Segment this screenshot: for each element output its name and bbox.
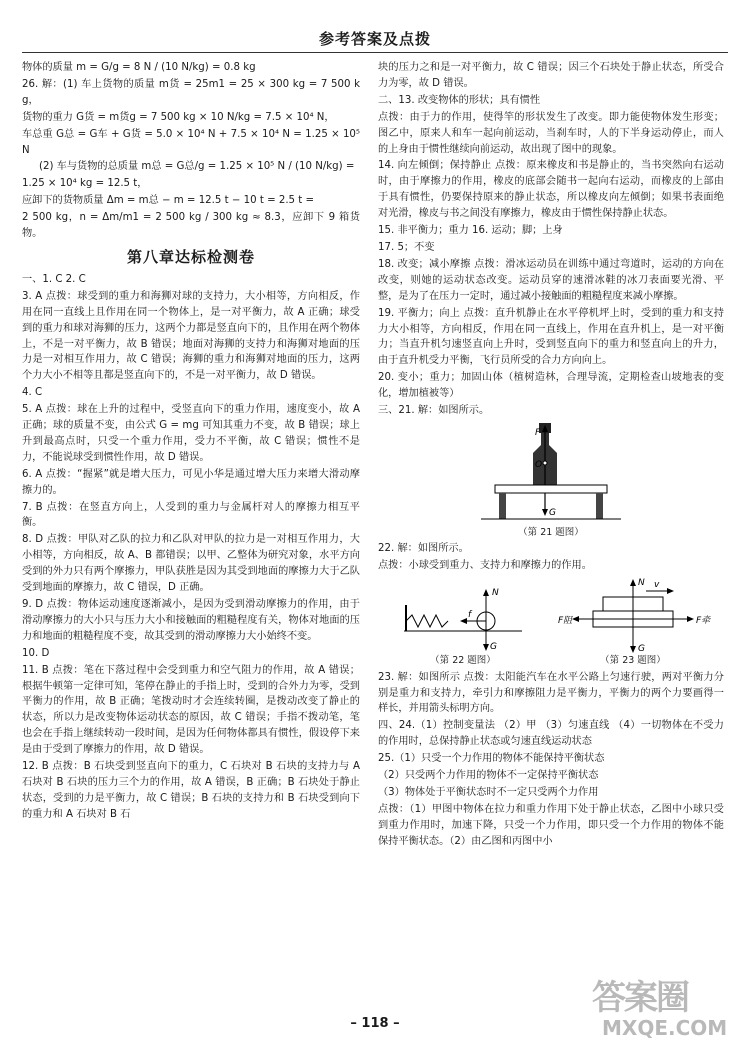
- label-N: N: [638, 577, 645, 588]
- answer-6: 6. A 点拨：“握紧”就是增大压力，可见小华是通过增大压力来增大滑动摩擦力的。: [22, 468, 360, 496]
- figure-23-caption: （第 23 题图）: [600, 654, 666, 666]
- answer-1: 一、1. C 2. C: [22, 273, 86, 285]
- answer-11: 11. B 点拨：笔在下落过程中会受到重力和空气阻力的作用，故 A 错误；根据牛顿第一定律可知，笔停在静止的手指上时，受到的合外力为零，受到平衡力的作用，故 B 正确；笔拨动时才会连续转圈，是拨动改变了静止的状态，所以力是改变物体运动状态的原因，故 C 错误；手指不拨动笔，笔也会在手指上继续转动一段时间，是因为任何物体都具有惯性，假设停下来是由于受到了摩擦力的作用，故 D 错误。: [22, 664, 360, 756]
- point-O: [543, 461, 547, 465]
- answer-line: 物体的质量 m = G/g = 8 N / (10 N/kg) = 0.8 kg: [22, 62, 256, 73]
- page-header-title: 参考答案及点拨: [318, 30, 431, 48]
- table-top: [495, 485, 607, 493]
- header-divider: [22, 52, 728, 53]
- label-F: F: [535, 427, 541, 438]
- answer-22-note: 点拨：小球受到重力、支持力和摩擦力的作用。: [378, 559, 592, 571]
- answer-25-2: （2）只受两个力作用的物体不一定保持平衡状态: [378, 770, 599, 782]
- figure-21-caption: （第 21 题图）: [518, 526, 584, 538]
- table-leg: [499, 493, 506, 519]
- label-O: O: [535, 459, 543, 470]
- spring: [406, 615, 448, 627]
- label-G: G: [490, 641, 497, 652]
- answer-19: 19. 平衡力；向上 点拨：直升机静止在水平停机坪上时，受到的重力和支持力大小相等，方向相反，作用在同一直线上，作用在直升机上，是一对平衡力；当直升机匀速竖直向上升时，受到竖直向下的重力和竖直向上的升力，由于直升机受力平衡，飞行员所受的合力方向向上。: [378, 307, 724, 367]
- watermark-url: MXQE.COM: [602, 1016, 728, 1040]
- table-leg: [596, 493, 603, 519]
- answer-12-cont: 块的压力之和是一对平衡力，故 C 错误；因三个石块处于静止状态，所受合力为零，故 D 错误。: [378, 62, 724, 89]
- right-column: [378, 60, 724, 851]
- answer-4: 4. C: [22, 387, 43, 399]
- answer-line: (2) 车与货物的总质量 m总 = G总/g = 1.25 × 10⁵ N / (10 N/kg) =: [39, 161, 355, 173]
- label-G: G: [638, 643, 645, 654]
- answer-22: 22. 解：如图所示。: [378, 542, 469, 554]
- label-F-traction: F牵: [696, 615, 711, 626]
- label-f: f: [468, 609, 472, 620]
- answer-10: 10. D: [22, 647, 50, 659]
- answer-14: 14. 向左倾倒；保持静止 点拨：原来橡皮和书是静止的，当书突然向右运动时，由于摩擦力的作用，橡皮的底部会随书一起向右运动，而橡皮的上部由于具有惯性，仍要保持原来的静止状态，所以橡皮向左倾倒；如果书表面绝对光滑，橡皮与书之间没有摩擦力，橡皮由于惯性保持静止状态。: [378, 160, 724, 220]
- answer-26: 26. 解：(1) 车上货物的质量 m货 = 25m1 = 25 × 300 kg = 7 500 kg，: [22, 78, 360, 106]
- arrowhead: [630, 579, 636, 586]
- answer-12: 12. B 点拨：B 石块受到竖直向下的重力，C 石块对 B 石块的支持力与 A 石块对 B 石块的压力三个力的作用，故 A 错误，B 正确；B 石块处于静止状态，受到的力是平衡力，故 C 错误；B 石块的支持力和 B 石块受到向下的重力和 A 石块对 B 石: [22, 761, 360, 820]
- arrowhead: [483, 589, 489, 596]
- arrowhead: [630, 646, 636, 653]
- label-v: v: [654, 579, 660, 590]
- answer-line: 1.25 × 10⁴ kg = 12.5 t，: [22, 178, 148, 190]
- answer-5: 5. A 点拨：球在上升的过程中，受竖直向下的重力作用，速度变小，故 A 正确；球的质量不变，由公式 G = mg 可知其重力不变，故 B 错误；球上升到最高点时，只受一个重力作用，受力不平衡，故 C 错误；惯性不是力，不能说球受到惯性作用，故 D 错误。: [22, 404, 360, 463]
- answer-24: 四、24.（1）控制变量法 （2）甲 （3）匀速直线 （4）一切物体在不受力的作用时，总保持静止状态或匀速直线运动状态: [378, 720, 724, 748]
- answer-20: 20. 变小；重力；加固山体（植树造林，合理导流，定期检查山坡地表的变化，增加植被等）: [378, 372, 724, 400]
- answer-8: 8. D 点拨：甲队对乙队的拉力和乙队对甲队的拉力是一对相互作用力，大小相等，方向相反，故 A、B 都错误；以甲、乙整体为研究对象，水平方向受到的外力只有两个摩擦力，甲队获胜是因为其受到地面的摩擦力大于乙队受到地面的摩擦力，故 C 错误，D 正确。: [22, 534, 360, 594]
- answer-18: 18. 改变；减小摩擦 点拨：滑冰运动员在训练中通过弯道时，运动的方向在改变，则她的运动状态改变。运动员穿的速滑冰鞋的冰刀表面要光滑、平整，是为了在压力一定时，通过减小接触面的粗糙程度来减小摩擦。: [378, 258, 724, 302]
- arrowhead: [572, 616, 579, 622]
- arrowhead: [483, 644, 489, 651]
- answer-25: 25.（1）只受一个力作用的物体不能保持平衡状态: [378, 753, 605, 765]
- arrowhead: [687, 616, 694, 622]
- answer-17: 17. 5；不变: [378, 241, 435, 253]
- answer-line: 车总重 G总 = G车 + G货 = 5.0 × 10⁴ N + 7.5 × 10⁴ N = 1.25 × 10⁵ N: [22, 128, 360, 156]
- arrowhead: [667, 588, 674, 594]
- answer-7: 7. B 点拨：在竖直方向上，人受到的重力与金属杆对人的摩擦力相互平衡。: [22, 501, 360, 529]
- answer-13-note: 点拨：由于力的作用，使得竿的形状发生了改变。即力能使物体发生形变；图乙中，原来人和车一起向前运动，当刹车时，人的下半身运动停止，而人的上身由于惯性继续向前运动，故出现了图中的现象。: [378, 111, 724, 155]
- arrowhead: [460, 618, 467, 624]
- answer-3: 3. A 点拨：球受到的重力和海狮对球的支持力，大小相等，方向相反，作用在同一直线上且作用在同一个物体上，是一对平衡力，故 A 正确；球受到的重力和球对海狮的压力，这两个力都是竖直向下的，且作用在两个物体上，不是一对平衡力，故 B 错误；地面对海狮的支持力和海狮对地面的压力是一对相互作用力，故 C 错误；海狮的重力和海狮对地面的压力，这两个力大小不相等且都是竖直向下的，不是一对平衡力，故 D 错误。: [22, 290, 360, 382]
- answer-9: 9. D 点拨：物体运动速度逐渐减小，是因为受到滑动摩擦力的作用，由于滑动摩擦力的大小只与压力大小和接触面的粗糙程度有关，物体对地面的压力和地面的粗糙程度不变，故其受到的滑动摩擦力大小始终不变。: [22, 599, 360, 642]
- answer-15-16: 15. 非平衡力；重力 16. 运动；脚；上身: [378, 225, 563, 237]
- label-N: N: [492, 587, 499, 598]
- answer-25-3: （3）物体处于平衡状态时不一定只受两个力作用: [378, 787, 599, 798]
- figure-22-caption: （第 22 题图）: [430, 654, 496, 666]
- answer-line: 货物的重力 G货 = m货g = 7 500 kg × 10 N/kg = 7.5 × 10⁴ N，: [22, 111, 335, 123]
- figures-22-23: [378, 575, 724, 670]
- answer-line: 2 500 kg，n = Δm/m1 = 2 500 kg / 300 kg ≈ 8.3，应卸下 9 箱货物。: [22, 212, 360, 240]
- figure-23-solar-car: [558, 577, 711, 654]
- label-F-drag: F阻: [558, 615, 573, 626]
- figure-22-ball-spring: [398, 581, 528, 653]
- answer-line: 应卸下的货物质量 Δm = m总 − m = 12.5 t − 10 t = 2.5 t =: [22, 195, 315, 207]
- label-G: G: [549, 507, 556, 518]
- watermark: [592, 978, 742, 1040]
- figure-21-bottle-on-table: [451, 421, 651, 523]
- arrowhead: [542, 509, 548, 516]
- answer-25-note: 点拨：（1）甲图中物体在拉力和重力作用下处于静止状态，乙图中小球只受到重力作用时，加速下降，只受一个力作用，即只受一个力作用的物体不能保持平衡状态。（2）由乙图和丙图中小: [378, 803, 724, 847]
- watermark-logo: 答案圈: [592, 978, 688, 1018]
- page-number: – 118 –: [350, 1016, 400, 1031]
- answer-21: 三、21. 解：如图所示。: [378, 405, 490, 417]
- answer-23: 23. 解：如图所示 点拨：太阳能汽车在水平公路上匀速行驶，两对平衡力分别是重力和支持力，牵引力和摩擦阻力是平衡力，平衡力的两个力要画得一样长，并用箭头标明方向。: [378, 671, 724, 715]
- answer-13: 二、13. 改变物体的形状；具有惯性: [378, 94, 541, 106]
- left-column: [22, 60, 360, 824]
- chapter-title: 第八章达标检测卷: [126, 247, 255, 266]
